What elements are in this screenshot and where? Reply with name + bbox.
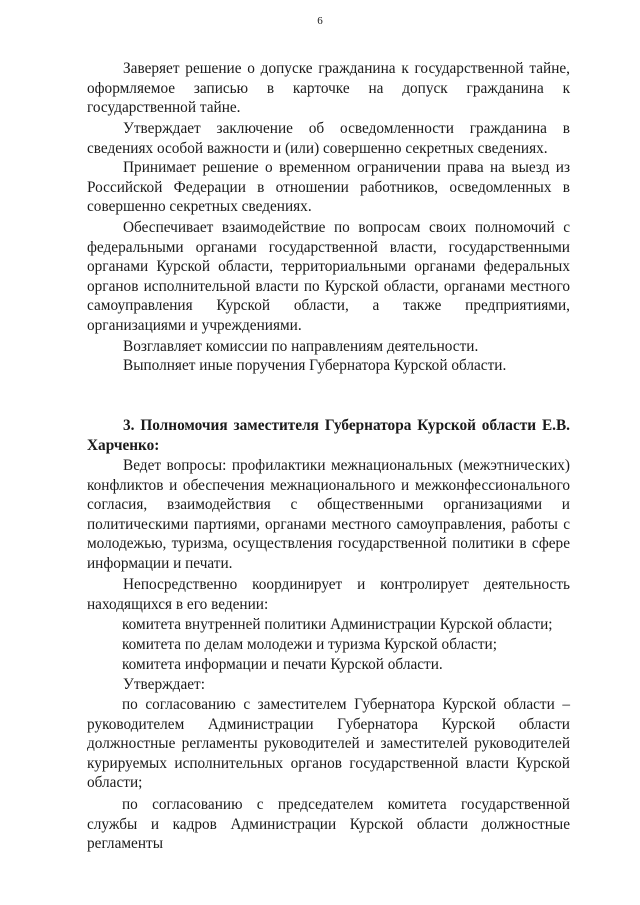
section-heading: 3. Полномочия заместителя Губернатора Курской области Е.В. Харченко: [87,417,570,454]
paragraph-other-duties: Выполняет иные поручения Губернатора Курской области. [123,357,507,374]
list-item-youth-tourism: комитета по делам молодежи и туризма Курской области; [122,636,497,653]
list-item-information-press: комитета информации и печати Курской области. [122,656,443,673]
paragraph-coordinates: Непосредственно координирует и контролирует деятельность находящихся в его ведении: [87,576,570,613]
paragraph-travel-restriction: Принимает решение о временном ограничении права на выезд из Российской Федерации в отношении работников, осведомленных в совершенно секретных сведениях. [87,159,570,216]
paragraph-agreement-civil-service: по согласованию с председателем комитета государственной службы и кадров Администрации Курской области должностные регламенты [87,796,570,853]
list-item-internal-policy: комитета внутренней политики Администрации Курской области; [122,616,553,633]
page-number: 6 [317,15,323,27]
paragraph-interaction: Обеспечивает взаимодействие по вопросам своих полномочий с федеральными органами государственной власти, государственными органами Курской области, территориальными органами федеральных органов исполнительной власти по Курской области, органами местного самоуправления Курской области, а также предприятиями, организациями и учреждениями. [87,219,570,334]
paragraph-agreement-administration: по согласованию с заместителем Губернатора Курской области – руководителем Администрации Губернатора Курской области должностные регламенты руководителей и заместителей руководителей курируемых исполнительных органов государственной власти Курской области; [87,696,570,792]
paragraph-attests-clearance: Заверяет решение о допуске гражданина к государственной тайне, оформляемое записью в карточке на допуск гражданина к государственной тайне. [87,60,570,117]
paragraph-approves-conclusion: Утверждает заключение об осведомленности гражданина в сведениях особой важности и (или) совершенно секретных сведениях. [87,120,570,157]
paragraph-commissions: Возглавляет комиссии по направлениям деятельности. [123,338,479,355]
paragraph-approves: Утверждает: [123,676,205,693]
paragraph-manages-issues: Ведет вопросы: профилактики межнациональных (межэтнических) конфликтов и обеспечения межнационального и межконфессионального согласия, взаимодействия с общественными организациями и политическими партиями, органами местного самоуправления, работы с молодежью, туризма, осуществления государственной политики в сфере информации и печати. [87,457,570,572]
